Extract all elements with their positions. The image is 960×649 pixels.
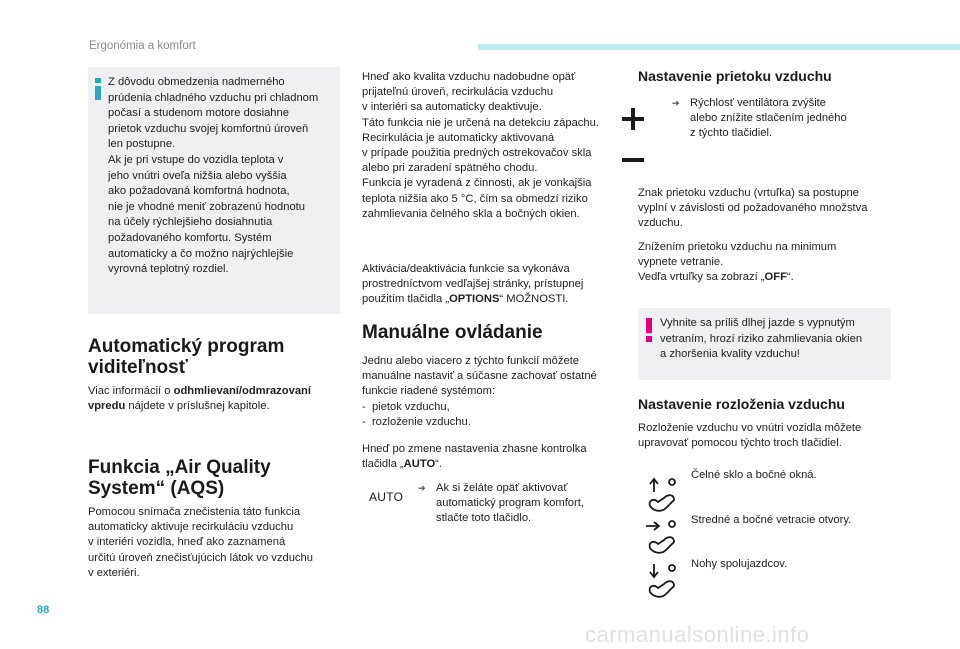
distribution-option-label: Stredné a bočné vetracie otvory. xyxy=(691,514,852,526)
bullet-arrow-icon: ➔ xyxy=(672,98,680,108)
header-accent-bar xyxy=(478,44,960,50)
windshield-airflow-icon[interactable] xyxy=(644,476,680,516)
manual-title: Manuálne ovládanie xyxy=(362,322,543,343)
info-icon xyxy=(93,78,103,100)
flow-para1: Znak prietoku vzduchu (vrtuľka) sa postupne vyplní v závislosti od požadovaného množstva vzduchu. xyxy=(638,187,868,230)
aqs-continued-text: Hneď ako kvalita vzduchu nadobudne opäť prijateľnú úroveň, recirkulácia vzduchu v interiéri sa automaticky deaktivuje. Táto funkcia nie je určená na detekciu zápachu. Recirkulácia je automaticky aktivovaná v prípade použitia predných ostrekovačov skla alebo pri zaradení spätného chodu. Funkcia je vyradená z činnosti, ak je vonkajšia teplota nižšia ako 5 °C, čím sa obmedzí riziko zahmlievania čelného skla a bočných okien. xyxy=(362,71,599,220)
minus-icon[interactable] xyxy=(622,158,644,162)
bullet-arrow-icon: ➔ xyxy=(418,483,426,493)
manual-after-text: Hneď po zmene nastavenia zhasne kontrolka tlačidla „AUTO“. xyxy=(362,443,587,471)
auto-program-title: Automatický program viditeľnosť xyxy=(88,336,285,378)
manual-text: Jednu alebo viacero z týchto funkcií môžete manuálne nastaviť a súčasne zachovať ostatné funkcie riadené systémom: - pietok vzduchu, - rozloženie vzduchu. xyxy=(362,355,597,428)
warning-icon xyxy=(645,318,653,342)
distribution-option-label: Nohy spolujazdcov. xyxy=(691,558,788,570)
aqs-text: Pomocou snímača znečistenia táto funkcia automaticky aktivuje recirkuláciu vzduchu v interiéri vozidla, hneď ako zaznamená určitú úroveň znečisťujúcich látok vo vzduchu v exteriéri. xyxy=(88,506,313,579)
page-number: 88 xyxy=(37,604,50,616)
distribution-option-label: Čelné sklo a bočné okná. xyxy=(691,469,817,481)
flow-title: Nastavenie prietoku vzduchu xyxy=(638,68,832,84)
info-text: Z dôvodu obmedzenia nadmerného prúdenia chladného vzduchu pri chladnom počasí a studenom motore dosiahne prietok vzduchu svojej komfortnú úroveň len postupne. Ak je pri vstupe do vozidla teplota v jeho vnútri oveľa nižšia alebo vyššia ako požadovaná komfortná hodnota, nie je vhodné meniť zobrazenú hodnotu na účely rýchlejšieho dosiahnutia požadovaného komfortu. Systém automaticky a čo možno najrýchlejšie vyrovná teplotný rozdiel. xyxy=(108,76,319,276)
distribution-text: Rozloženie vzduchu vo vnútri vozidla môžete upravovať pomocou týchto troch tlačidiel. xyxy=(638,422,862,450)
flow-bullet: ➔ Rýchlosť ventilátora zvýšite alebo znížite stlačením jedného z týchto tlačidiel. xyxy=(672,96,892,142)
auto-program-text: Viac informácií o odhmlievaní/odmrazovaní vpredu nájdete v príslušnej kapitole. xyxy=(88,385,311,413)
feet-airflow-icon[interactable] xyxy=(644,562,680,602)
distribution-title: Nastavenie rozloženia vzduchu xyxy=(638,396,845,412)
auto-bullet: ➔ Ak si želáte opäť aktivovať automatický program komfort, stlačte toto tlačidlo. xyxy=(418,481,618,527)
aqs-options-text: Aktivácia/deaktivácia funkcie sa vykonáva prostredníctvom vedľajšej stránky, prístupnej použitím tlačidla „OPTIONS“ MOŽNOSTI. xyxy=(362,263,584,306)
plus-icon[interactable] xyxy=(622,108,644,130)
auto-button[interactable]: AUTO xyxy=(369,490,404,504)
aqs-title: Funkcia „Air Quality System“ (AQS) xyxy=(88,457,271,499)
flow-para2: Znížením prietoku vzduchu na minimum vypnete vetranie. Vedľa vrtuľky sa zobrazí „OFF“. xyxy=(638,241,837,284)
warning-text: Vyhnite sa príliš dlhej jazde s vypnutým vetraním, hrozí riziko zahmlievania okien a zhoršenia kvality vzduchu! xyxy=(660,317,863,361)
section-title: Ergonómia a komfort xyxy=(89,40,196,52)
center-vents-airflow-icon[interactable] xyxy=(644,518,680,558)
watermark: carmanualsonline.info xyxy=(585,622,810,647)
